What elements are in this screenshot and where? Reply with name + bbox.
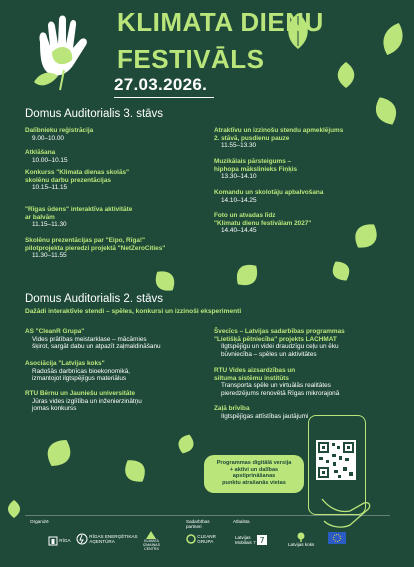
organizer-label: Organizē [30,519,49,524]
cleanr-icon [186,534,196,544]
digital-program-callout: Programmas digitālā versija + aktīvi un dalības apstiprināšanas punktu atrašanās vietas [204,455,304,493]
schedule-item: Dalībnieku reģistrācija 9.00–10.00 [25,127,94,142]
leaf-icon [6,500,22,518]
festival-title [117,7,324,74]
hand-logo-icon [22,12,102,94]
riga-energy-agency-logo: RĪGAS ENERĢĒTIKAS AĢENTŪRA [76,533,138,545]
riga-crest-icon [48,536,58,546]
event-date: 27.03.2026. [114,75,208,94]
leaf-icon [153,269,177,293]
section-2nd-floor-title: Domus Auditorialis 2. stāvs [25,293,164,305]
footer-divider [25,515,390,516]
schedule-item: Foto un atvadas līdz "Klimatu dienu festivālam 2027" 14.40–14.45 [214,212,312,235]
cleanr-logo: CLEANR GRUPA [186,534,216,545]
stand-item: Švecīcs – Latvijas sadarbības programmas "Lietišķā pētniecība" projekts LACHMAT Ilgtspējīgu un videi draudzīgu ceļu un ēku būvniecība – spēles un aktivitātes [214,328,345,358]
hand-holding-phone-icon [320,495,372,530]
leaf-icon [44,438,74,468]
supporters-label: Atbalsta [233,519,250,524]
schedule-item: Komandu un skolotāju apbalvošana 14.10–14.25 [214,189,324,204]
leaf-icon [176,434,196,454]
stand-item: RTU Bērnu un Jauniešu universitāte Jūras vides izglītība un inženierzinātņu jomas konkurss [25,390,142,413]
leaf-icon [335,62,357,88]
stand-item: RTU Vides aizsardzības un siltuma sistēmu institūts Transporta spēle un virtuālās realitātes pieredzējums renovētā Rīgas mikrorajonā [214,367,340,397]
leaf-icon [352,222,380,250]
date-underline [114,97,214,98]
stand-item: Zaļā brīvība Ilgtspējīgas attīstības jautājumi [214,405,309,420]
leaf-icon [373,96,399,126]
stand-item: Asociācija "Latvijas koks" Radošās darbnīcas bioekonomikā, izmantojot ilgtspējīgus materiālus [25,360,131,383]
section-3rd-floor-title: Domus Auditorialis 3. stāvs [25,108,164,120]
climate-centre-icon [146,531,156,539]
title-line-1: KLIMATA DIENU [117,7,324,37]
leaf-icon [122,458,148,484]
tree-icon [296,532,306,542]
svg-text:7: 7 [259,536,265,546]
schedule-item: Atraktīvu un izzinošu stendu apmeklējums 2. stāvā, pusdienu pauze 11.55–13.30 [214,127,344,150]
partners-label: Sadarbības partneri [186,519,210,530]
title-line-2: FESTIVĀLS [117,44,265,74]
schedule-item: Atklāšana 10.00–10.15 [25,149,68,164]
qr-code[interactable] [316,440,356,480]
leaf-icon [330,260,352,282]
climate-centre-logo: KLIMATA IZMAIŅAS CENTRS [143,531,160,552]
latvijas-koks-logo: Latvijas koks [288,532,314,547]
leaf-icon [381,22,405,56]
riga-logo: RĪGA [48,536,71,546]
schedule-item: Skolēnu prezentācijas par "Eipo, Rīga!" pilotprojekta pieredzi projektā "NetZeroCities" 11.30–11.55 [25,237,166,260]
stand-item: AS "CleanR Grupa" Vides prātības meistarklase – mācāmies šķirot, sargāt dabu un atpazīt zaļmaldināšanu [25,328,161,351]
leaf-icon [234,262,260,288]
schedule-item: "Rīgas ūdens" interaktīva aktivitāte ar balvām 11.15–11.30 [25,206,133,229]
latvian-mobile-logo: Latvijas Mobilais 7 7 [235,535,267,546]
schedule-item: Konkurss "Klimata dienas skolās" skolēnu darbu prezentācijas 10.15–11.15 [25,169,130,192]
section-2nd-floor-subtitle: Dažādi interaktīvie stendi – spēles, konkursi un izzinoši eksperimenti [25,308,242,315]
eu-flag-icon [328,532,346,544]
energy-agency-icon [76,533,88,545]
schedule-item: Muzikālais pārsteigums – hiphopa mākslinieks Fiņķis 13.30–14.10 [214,158,298,181]
lmt-icon [257,535,267,545]
